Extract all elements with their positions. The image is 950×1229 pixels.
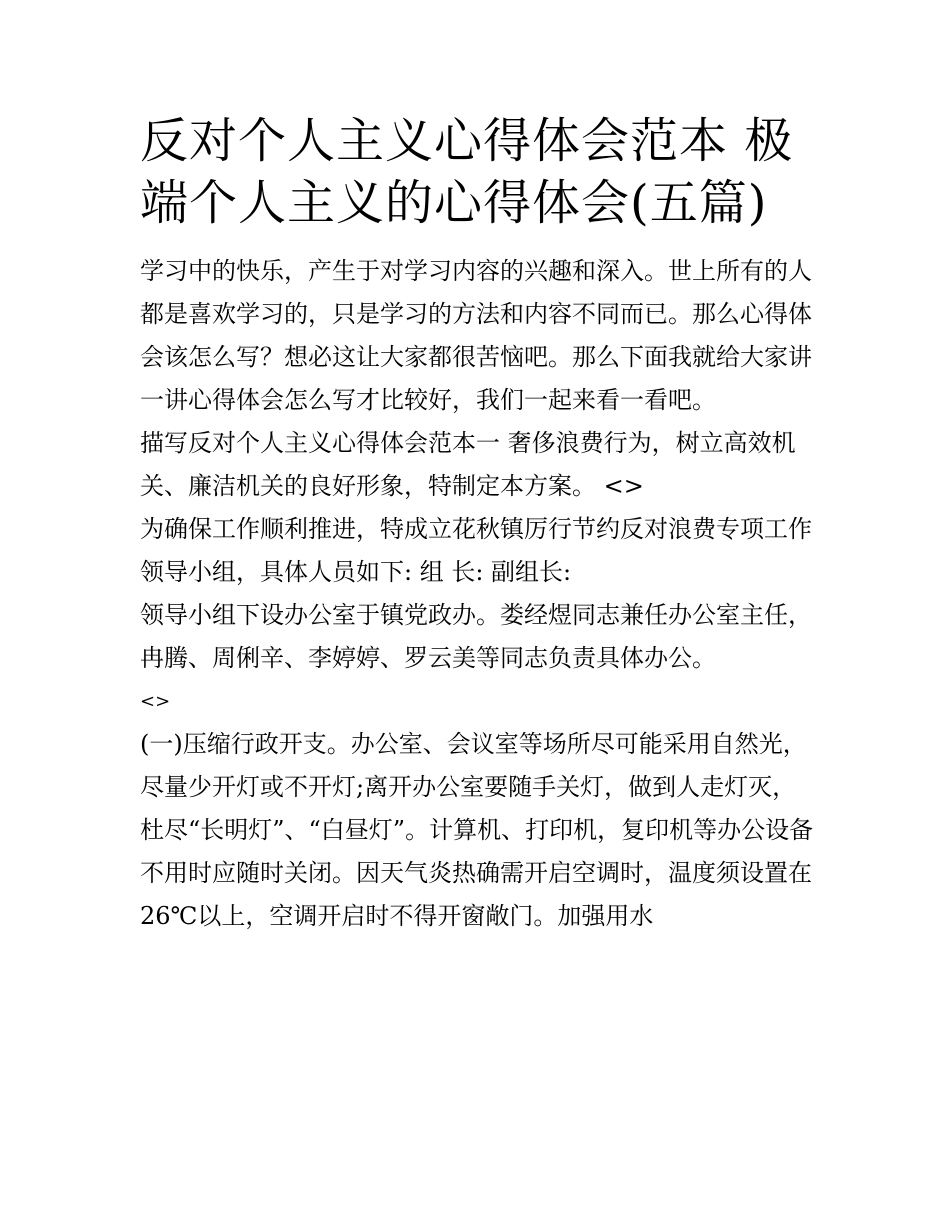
leadership-group-paragraph: 为确保工作顺利推进，特成立花秋镇厉行节约反对浪费专项工作领导小组，具体人员如下: 组 长: 副组长: (140, 515, 812, 586)
intro-paragraph: 学习中的快乐，产生于对学习内容的兴趣和深入。世上所有的人都是喜欢学习的，只是学习的方法和内容不同而已。那么心得体会该怎么写？想必这让大家都很苦恼吧。那么下面我就给大家讲一讲心得体会怎么写才比较好，我们一起来看一看吧。 (140, 257, 812, 414)
expense-reduction-paragraph: (一)压缩行政开支。办公室、会议室等场所尽可能采用自然光，尽量少开灯或不开灯;离开办公室要随手关灯，做到人走灯灭，杜尽“长明灯”、“白昼灯”。计算机、打印机，复印机等办公设备不用时应随时关闭。因天气炎热确需开启空调时，温度须设置在26℃以上，空调开启时不得开窗敞门。加强用水 (140, 730, 814, 930)
example-one-paragraph: 描写反对个人主义心得体会范本一 奢侈浪费行为，树立高效机关、廉洁机关的良好形象，特制定本方案。 <> (140, 429, 796, 500)
document-title: 反对个人主义心得体会范本 极端个人主义的心得体会(五篇) (140, 113, 794, 231)
document-page (140, 110, 820, 938)
section-marker: <> (140, 691, 171, 712)
document-body (140, 250, 820, 938)
office-paragraph: 领导小组下设办公室于镇党政办。娄经煜同志兼任办公室主任，冉腾、周俐辛、李婷婷、罗云美等同志负责具体办公。 (140, 601, 812, 672)
